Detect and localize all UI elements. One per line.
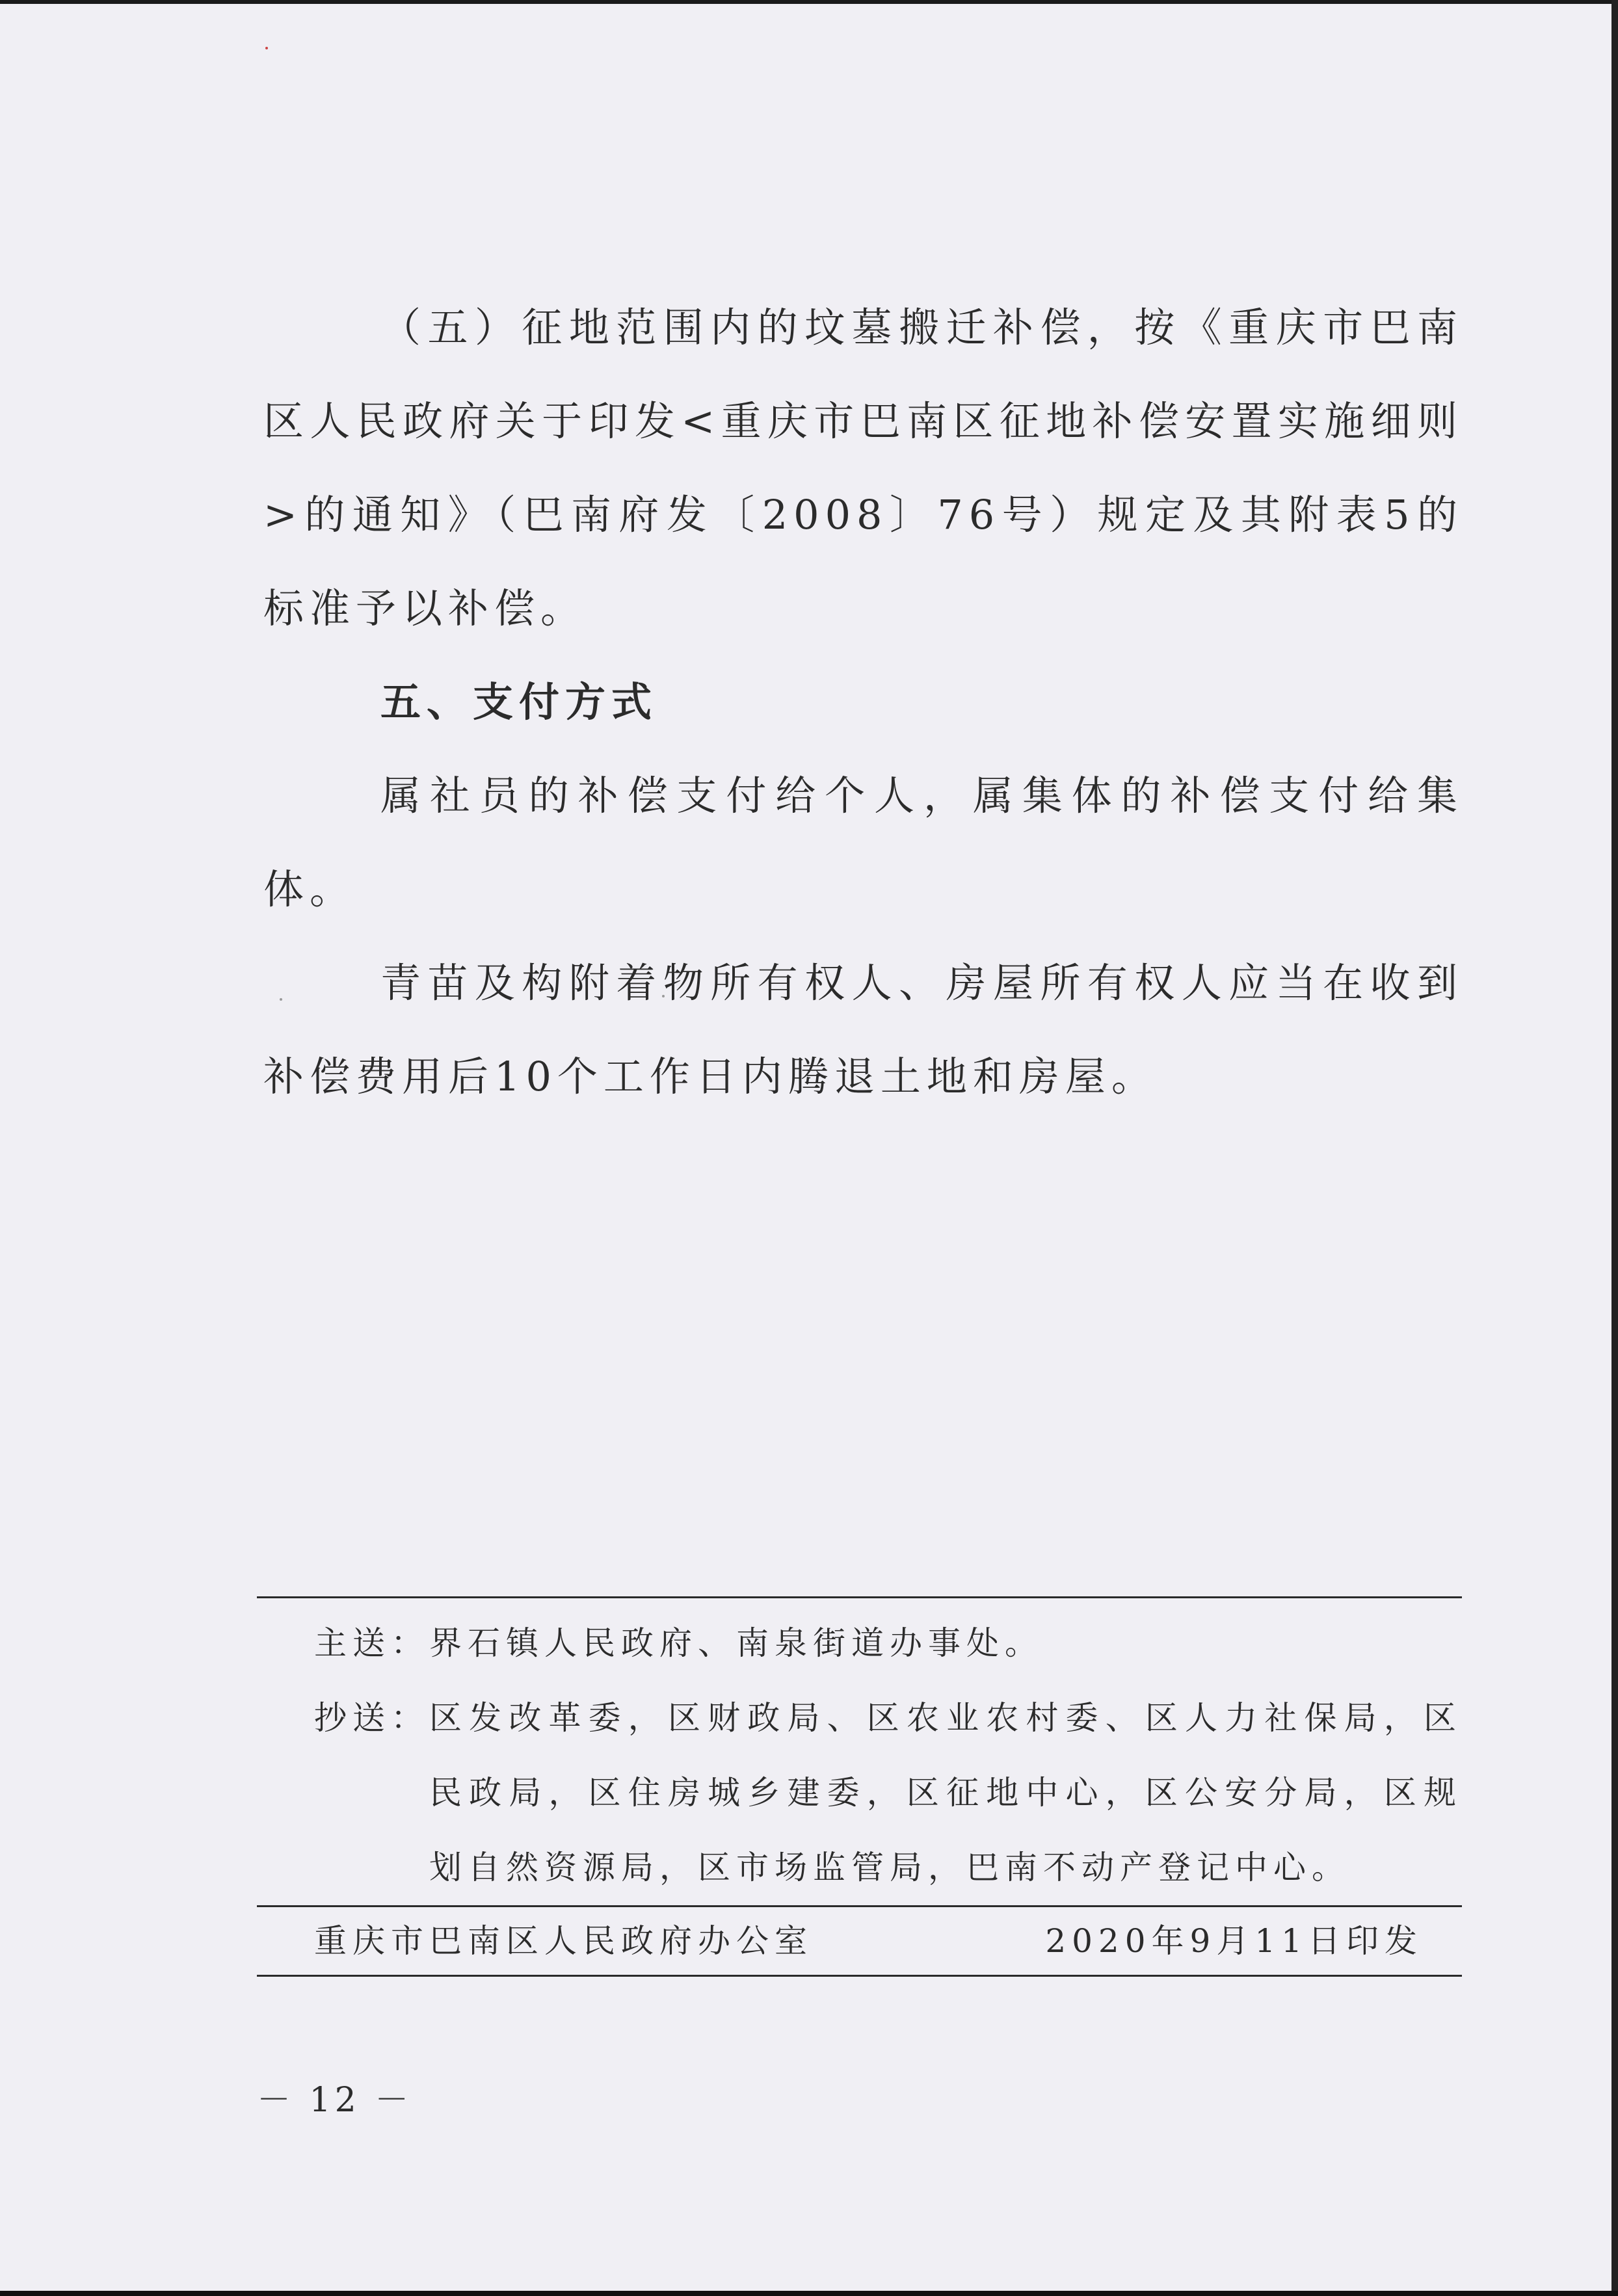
main-send-label: 主送：: [314, 1624, 429, 1662]
scan-speck: [265, 47, 268, 49]
scan-bottom-edge: [0, 2291, 1618, 2296]
cc-label: 抄送：: [314, 1699, 429, 1737]
footer-rule-top: [257, 1596, 1462, 1598]
scan-top-edge: [0, 0, 1618, 4]
paragraph-grave-relocation: （五）征地范围内的坟墓搬迁补偿，按《重庆市巴南区人民政府关于印发<重庆市巴南区征地补偿安置实施细则>的通知》（巴南府发〔2008〕76号）规定及其附表5的标准予以补偿。: [263, 304, 1463, 632]
paragraph-payment-recipient: 属社员的补偿支付给个人，属集体的补偿支付给集体。: [263, 772, 1463, 913]
body-text: [263, 281, 1463, 1124]
footer-rule-bottom: [257, 1975, 1462, 1977]
main-send-text: 界石镇人民政府、南泉街道办事处。: [429, 1624, 1043, 1662]
issuer: 重庆市巴南区人民政府办公室: [314, 1922, 813, 1960]
issue-row: [257, 1907, 1462, 1975]
page-number: － 12 －: [257, 2081, 413, 2120]
issue-date: 2020年9月11日印发: [1045, 1922, 1423, 1960]
cc-text: 区发改革委，区财政局、区农业农村委、区人力社保局，区民政局，区住房城乡建委，区征地中心，区公安分局，区规划自然资源局，区市场监管局，巴南不动产登记中心。: [429, 1699, 1462, 1886]
scan-right-edge: [1611, 0, 1618, 2296]
main-send-row: [314, 1606, 1462, 1681]
section-heading-payment: 五、支付方式: [380, 678, 658, 726]
paragraph-vacate-deadline: 青苗及构附着物所有权人、房屋所有权人应当在收到补偿费用后10个工作日内腾退土地和房屋。: [263, 959, 1463, 1100]
distribution-footer: [257, 1596, 1462, 1977]
send-block: [257, 1606, 1462, 1905]
cc-row: [314, 1681, 1462, 1905]
